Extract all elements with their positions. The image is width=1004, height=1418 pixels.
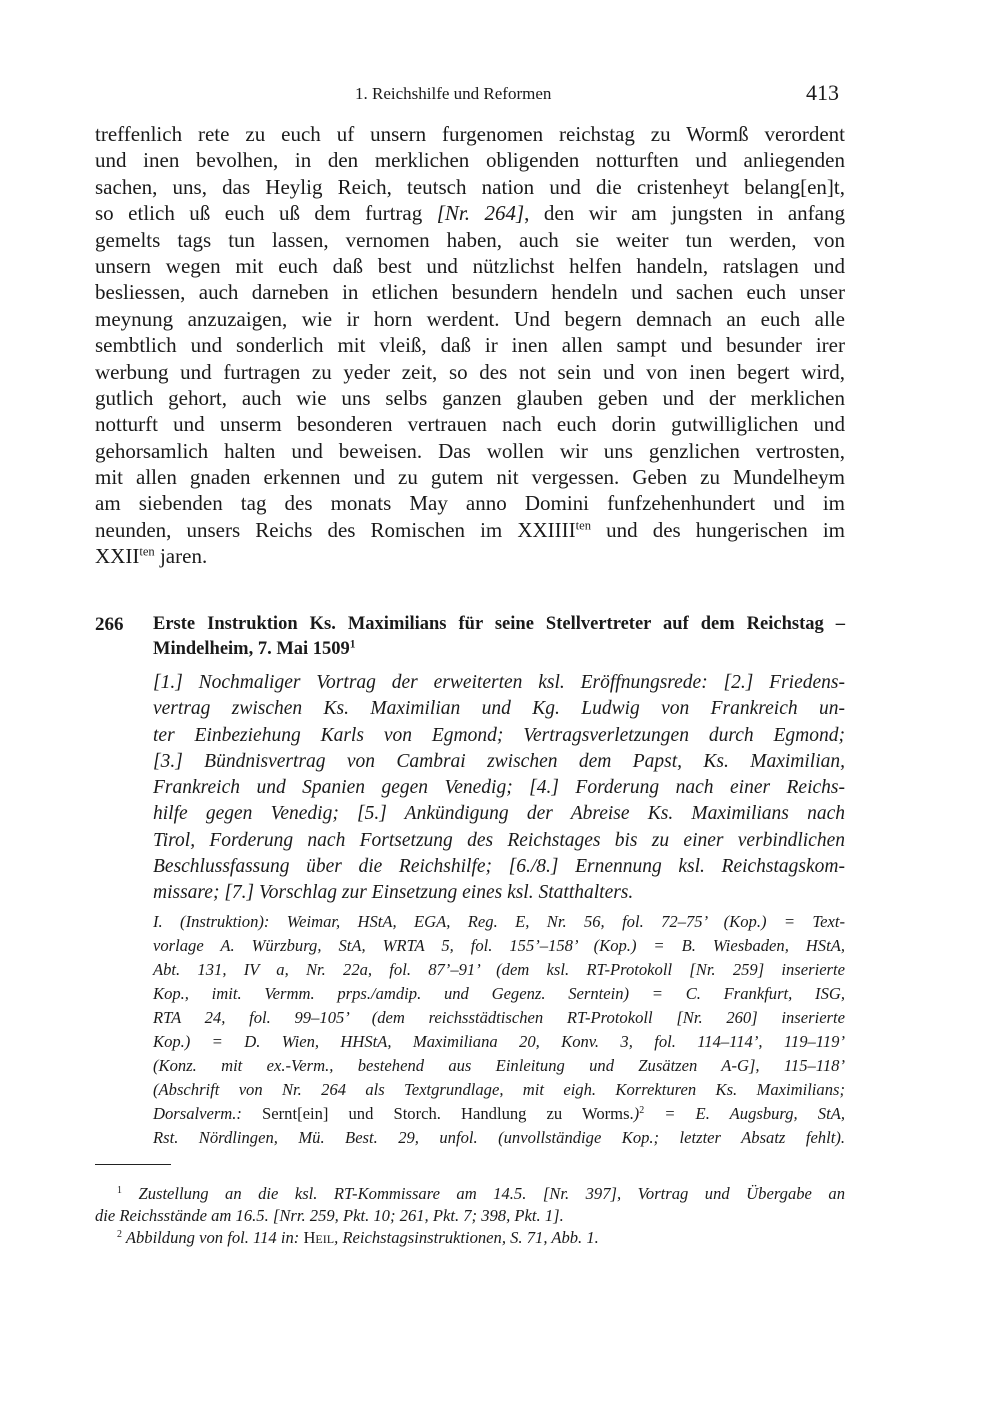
source-line (153, 1078, 845, 1102)
text-segment: meynung anzuzaigen, wie ir horn werdent. Und begern demnach an euch alle (95, 306, 845, 331)
text-line (95, 411, 845, 437)
text-line (95, 174, 845, 200)
text-line (95, 306, 845, 332)
text-segment: Erste Instruktion Ks. Maximilians für seine Stellvertreter auf dem Reichstag – (153, 614, 845, 634)
text-line (95, 279, 845, 305)
document-abstract (153, 670, 845, 907)
abstract-line (153, 854, 845, 880)
text-segment: gehorsamlich halten und beweisen. Das wollen wir uns genzlichen vertrosten, (95, 438, 845, 463)
text-segment: Dorsalverm.: (153, 1104, 263, 1123)
superscript: 1 (117, 1185, 122, 1197)
source-line (153, 934, 845, 958)
text-segment: und des hungerischen im (591, 517, 845, 542)
text-segment: Kop.) = D. Wien, HHStA, Maximiliana 20, Konv. 3, fol. 114–114’, 119–119’ (153, 1032, 845, 1051)
text-segment: Sernt[ein] und Storch. Handlung zu Worms. (262, 1104, 634, 1123)
text-segment: am siebenden tag des monats May anno Domini funfzehenhundert und im (95, 491, 845, 516)
text-segment: RTA 24, fol. 99–105’ (dem reichsstädtischen RT-Protokoll [Nr. 260] inserierte (153, 1008, 845, 1027)
text-segment: Rst. Nördlingen, Mü. Best. 29, unfol. (unvollständige Kop.; letzter Absatz fehlt). (153, 1128, 845, 1147)
text-segment: I. (Instruktion): Weimar, HStA, EGA, Reg. E, Nr. 56, fol. 72–75’ (Kop.) = Text- (153, 912, 845, 931)
abstract-line (153, 801, 845, 827)
footnote-line (95, 1205, 845, 1227)
running-header (0, 82, 1004, 108)
document-number: 266 (95, 614, 124, 635)
text-segment: [3.] Bündnisvertrag von Cambrai zwischen dem Papst, Ks. Maximilian, (153, 750, 845, 772)
text-line (95, 200, 845, 226)
text-segment: gutlich gehort, auch wie uns selbs ganzen glauben geben und der merklichen (95, 385, 845, 410)
text-segment: jaren. (154, 544, 208, 569)
text-segment: ) (633, 1104, 640, 1123)
superscript: ten (575, 518, 592, 533)
text-line (95, 227, 845, 253)
superscript: ten (139, 544, 155, 559)
footnote-line (95, 1227, 845, 1249)
text-segment: Beschlussfassung über die Reichshilfe; [6./8.] Ernennung ksl. Reichstagskom- (153, 856, 845, 878)
text-line (95, 517, 845, 543)
text-segment: Abt. 131, IV a, Nr. 22a, fol. 87’–91’ (dem ksl. RT-Protokoll [Nr. 259] inserierte (153, 960, 845, 979)
source-line (153, 958, 845, 982)
source-line (153, 1030, 845, 1054)
text-segment: missare; [7.] Vorschlag zur Einsetzung eines ksl. Statthalters. (153, 882, 634, 904)
text-segment: die Reichsstände am 16.5. [Nrr. 259, Pkt. 10; 261, Pkt. 7; 398, Pkt. 1]. (95, 1206, 564, 1225)
text-segment: [1.] Nochmaliger Vortrag der erweiterten ksl. Eröffnungsrede: [2.] Friedens- (153, 672, 845, 693)
abstract-line (153, 723, 845, 749)
abstract-line (153, 749, 845, 775)
superscript: 1 (349, 638, 356, 651)
text-segment: besliessen, auch darneben in etlichen besundern hendeln und sachen euch unser (95, 280, 845, 305)
text-segment: Tirol, Forderung nach Fortsetzung des Reichstages bis zu einer verbindlichen (153, 829, 845, 851)
text-segment: vorlage A. Würzburg, StA, WRTA 5, fol. 155’–158’ (Kop.) = B. Wiesbaden, HStA, (153, 936, 845, 955)
text-segment: sachen, uns, das Heylig Reich, teutsch nation und die cristenheyt belang[en]t, (95, 174, 845, 199)
text-segment: Heil (303, 1228, 335, 1247)
text-line (95, 464, 845, 490)
footnote-line (95, 1183, 845, 1205)
text-line (95, 490, 845, 516)
text-segment: = E. Augsburg, StA, (644, 1104, 845, 1123)
source-line (153, 1054, 845, 1078)
text-segment: neunden, unsers Reichs des Romischen im XXIIII (95, 517, 576, 542)
text-segment: (Konz. mit ex.-Verm., bestehend aus Einleitung und Zusätzen A-G], 115–118’ (153, 1056, 845, 1075)
text-line (95, 438, 845, 464)
text-line (95, 147, 845, 173)
title-line (153, 637, 845, 662)
text-segment: , den wir am jungsten in anfang (524, 201, 845, 226)
abstract-line (153, 696, 845, 722)
text-line (95, 332, 845, 358)
footnotes (95, 1183, 845, 1249)
text-segment: gemelts tags tun lassen, vernomen haben, auch sie weiter tun werden, von (95, 227, 845, 252)
text-segment: unsern wegen mit euch daß best und nützlichst helfen handeln, ratslagen und (95, 253, 845, 278)
source-line (153, 1102, 845, 1126)
text-segment: werbung und furtragen zu yeder zeit, so des not sein und von inen begert wird, (95, 359, 845, 384)
text-segment: ter Einbeziehung Karls von Egmond; Vertragsverletzungen durch Egmond; (153, 724, 845, 746)
text-segment: treffenlich rete zu euch uf unsern furgenomen reichstag zu Wormß verordent (95, 122, 845, 146)
text-segment: Zustellung an die ksl. RT-Kommissare am 14.5. [Nr. 397], Vortrag und Übergabe an (121, 1184, 845, 1203)
superscript: 2 (117, 1229, 122, 1241)
text-segment: [Nr. 264] (436, 201, 525, 226)
source-apparatus (153, 910, 845, 1150)
text-segment: mit allen gnaden erkennen und zu gutem nit vergessen. Geben zu Mundelheym (95, 465, 845, 490)
text-segment: Abbildung von fol. 114 in: (121, 1228, 304, 1247)
text-segment: Mindelheim, 7. Mai 1509 (153, 639, 350, 659)
text-line (95, 253, 845, 279)
main-text (95, 121, 845, 570)
text-segment: Kop., imit. Vermm. prps./amdip. und Gegenz. Serntein) = C. Frankfurt, ISG, (153, 984, 845, 1003)
source-line (153, 982, 845, 1006)
text-segment: und inen bevolhen, in den merklichen obligenden notturften und anliegenden (95, 148, 845, 173)
text-segment: Frankreich und Spanien gegen Venedig; [4.] Forderung nach einer Reichs- (153, 777, 845, 799)
text-segment: XXII (95, 544, 140, 569)
footnote-divider (95, 1164, 171, 1165)
page-number: 413 (806, 80, 839, 105)
text-line (95, 359, 845, 385)
source-line (153, 1006, 845, 1030)
running-title: 1. Reichshilfe und Reformen (355, 84, 552, 103)
text-segment: , Reichstagsinstruktionen, S. 71, Abb. 1. (334, 1228, 599, 1247)
text-segment: notturft und unserm besonderen vertrauen nach euch dorin gutwilliglichen und (95, 412, 845, 437)
text-line (95, 543, 845, 569)
superscript: 2 (639, 1105, 645, 1117)
abstract-line (153, 828, 845, 854)
text-line (95, 121, 845, 147)
source-line (153, 1126, 845, 1150)
text-segment: sembtlich und sonderlich mit vleiß, daß ir inen allen sampt und besunder irer (95, 333, 845, 358)
abstract-line (153, 670, 845, 696)
text-segment: (Abschrift von Nr. 264 als Textgrundlage, mit eigh. Korrekturen Ks. Maximilians; (153, 1080, 845, 1099)
source-line (153, 910, 845, 934)
abstract-line (153, 775, 845, 801)
text-segment: hilfe gegen Venedig; [5.] Ankündigung der Abreise Ks. Maximilians nach (153, 803, 845, 825)
text-segment: vertrag zwischen Ks. Maximilian und Kg. Ludwig von Frankreich un- (153, 698, 845, 720)
document-title (153, 612, 845, 662)
abstract-line (153, 880, 845, 906)
text-line (95, 385, 845, 411)
title-line (153, 612, 845, 637)
text-segment: so etlich uß euch uß dem furtrag (95, 201, 437, 226)
